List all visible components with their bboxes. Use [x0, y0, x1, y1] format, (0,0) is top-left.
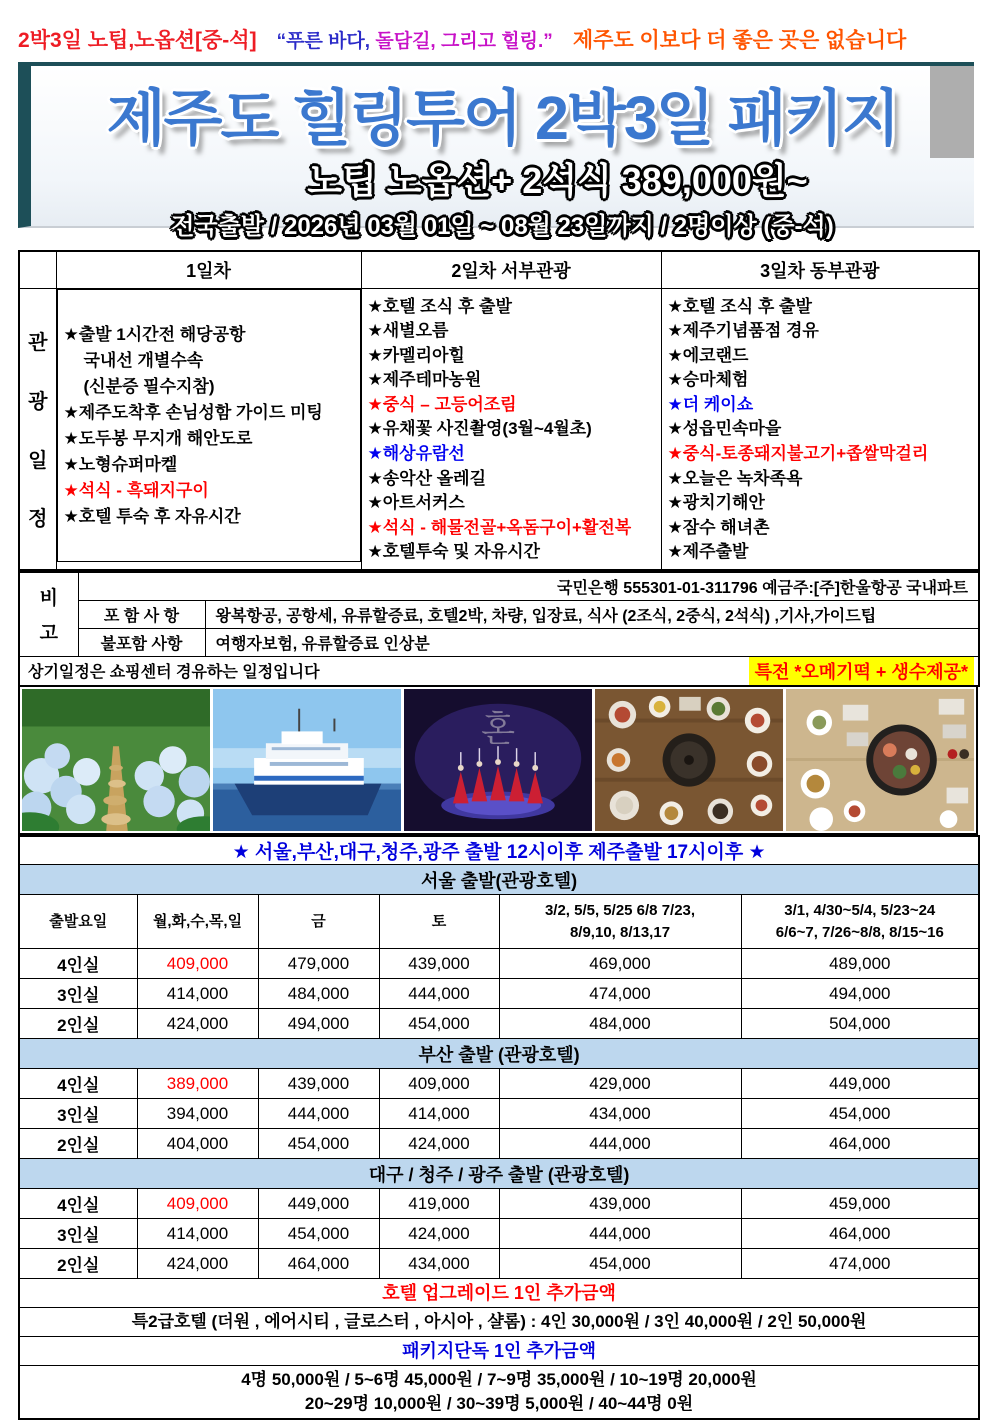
price-column-header-line: 6/6~7, 7/26~8/8, 8/15~16: [775, 923, 944, 941]
price-footer-row: [19, 1308, 979, 1337]
tagline-left: 2박3일 노팁,노옵션[중-석]: [18, 29, 257, 52]
itinerary-item: ★출발 1시간전 해당공항: [63, 325, 246, 344]
price-section-title-row: [19, 865, 979, 895]
korean-bbq-table-photo: [595, 689, 783, 831]
price-cell: 464,000: [258, 1249, 379, 1279]
ferry-ship-photo: [213, 689, 401, 831]
itinerary-item: ★도두봉 무지개 해안도로: [63, 429, 253, 448]
vertical-label-char: 관: [28, 332, 48, 355]
price-cell: 409,000: [379, 1069, 499, 1099]
price-column-header: 출발요일: [19, 895, 137, 949]
included-value: 왕복항공, 공항세, 유류할증료, 호텔2박, 차량, 입장료, 식사 (2조식, 2중식, 2석식) ,기사,가이드팁: [205, 600, 979, 628]
price-cell: 494,000: [741, 979, 979, 1009]
tagline-quote-magenta: 돌담길, 그리고 힐링.”: [370, 31, 553, 52]
itinerary-item: (신분증 필수지참): [83, 377, 215, 396]
itinerary-item: ★오늘은 녹차족욕: [667, 468, 803, 488]
price-cell: 439,000: [379, 949, 499, 979]
itinerary-item: ★에코랜드: [667, 345, 749, 365]
price-cell: 424,000: [379, 1219, 499, 1249]
price-column-header-row: [19, 895, 979, 949]
room-type-label: 4인실: [19, 1189, 137, 1219]
price-cell: 439,000: [499, 1189, 741, 1219]
itinerary-item: ★더 케이쇼: [667, 394, 754, 414]
ferry-ship-illustration: [213, 689, 401, 831]
top-tagline: [18, 24, 978, 54]
itinerary-item: ★아트서커스: [367, 493, 465, 513]
price-cell: 409,000: [137, 949, 258, 979]
price-row: [19, 979, 979, 1009]
price-cell: 444,000: [379, 979, 499, 1009]
price-cell: 424,000: [379, 1129, 499, 1159]
price-cell: 449,000: [258, 1189, 379, 1219]
room-type-label: 2인실: [19, 1249, 137, 1279]
tagline-right: 제주도 이보다 더 좋은 곳은 없습니다: [572, 29, 907, 52]
price-cell: 454,000: [258, 1129, 379, 1159]
itinerary-side-label: [19, 288, 56, 570]
price-footer-cell: [19, 1366, 979, 1420]
day1-header: 1일차: [56, 251, 361, 288]
room-type-label: 3인실: [19, 1099, 137, 1129]
itinerary-item: ★제주출발: [667, 542, 749, 562]
room-type-label: 3인실: [19, 979, 137, 1009]
itinerary-table: [18, 250, 980, 571]
itinerary-item: ★새별오름: [367, 321, 449, 341]
price-column-header-line: 8/9,10, 8/13,17: [569, 923, 671, 941]
price-row: [19, 1129, 979, 1159]
banner-period: 전국출발 / 2026년 03월 01일 ~ 08월 23일까지 / 2명이상 (중-석): [171, 213, 834, 240]
itinerary-item: ★호텔투숙 및 자유시간: [367, 542, 540, 562]
art-circus-show-photo: [404, 689, 592, 831]
itinerary-item: ★제주테마농원: [367, 370, 482, 390]
remarks-side-label: [19, 572, 78, 656]
special-gift-badge: 특전 *오메기떡 + 생수제공*: [749, 657, 974, 685]
price-cell: 389,000: [137, 1069, 258, 1099]
price-section-title: 서울 출발(관광호텔): [19, 865, 979, 895]
price-cell: 449,000: [741, 1069, 979, 1099]
price-cell: 414,000: [137, 979, 258, 1009]
price-cell: 474,000: [741, 1249, 979, 1279]
room-type-label: 3인실: [19, 1219, 137, 1249]
price-footer-row: [19, 1279, 979, 1308]
art-circus-show-illustration: [404, 689, 592, 831]
price-cell: 414,000: [137, 1219, 258, 1249]
price-footer-cell: [19, 1308, 979, 1337]
price-cell: 484,000: [258, 979, 379, 1009]
price-column-header: 금: [258, 895, 379, 949]
price-column-header-line: 3/2, 5/5, 5/25 6/8 7/23,: [544, 901, 696, 919]
price-footer-line: 패키지단독 1인 추가금액: [402, 1341, 596, 1362]
price-section-title-row: [19, 1159, 979, 1189]
price-cell: 424,000: [137, 1249, 258, 1279]
price-table: [18, 835, 980, 1420]
itinerary-item: ★호텔 조식 후 출발: [367, 296, 512, 316]
price-cell: 469,000: [499, 949, 741, 979]
price-section-title: 부산 출발 (관광호텔): [19, 1039, 979, 1069]
price-row: [19, 949, 979, 979]
seafood-table-illustration: [786, 689, 974, 831]
shopping-note-row: [19, 656, 979, 686]
bank-account-info: 국민은행 555301-01-311796 예금주:[주]한울항공 국내파트: [78, 572, 979, 600]
show-calligraphy-text: 혼: [480, 707, 516, 748]
tagline-quote: [277, 26, 553, 53]
price-cell: 454,000: [741, 1099, 979, 1129]
itinerary-item: ★성읍민속마을: [667, 419, 782, 439]
price-footer-row: [19, 1366, 979, 1420]
price-cell: 444,000: [499, 1219, 741, 1249]
price-cell: 434,000: [379, 1249, 499, 1279]
title-banner: [18, 62, 974, 240]
banner-right-gray-strip: [930, 66, 974, 158]
price-cell: 459,000: [741, 1189, 979, 1219]
price-cell: 404,000: [137, 1129, 258, 1159]
departure-notice: ★ 서울,부산,대구,청주,광주 출발 12시이후 제주출발 17시이후 ★: [19, 836, 979, 865]
room-type-label: 2인실: [19, 1129, 137, 1159]
price-column-header: 월,화,수,목,일: [137, 895, 258, 949]
shopping-note: 상기일정은 쇼핑센터 경유하는 일정입니다: [28, 664, 320, 682]
banner-title: 제주도 힐링투어 2박3일 패키지: [106, 84, 899, 152]
price-cell: 454,000: [379, 1009, 499, 1039]
price-row: [19, 1189, 979, 1219]
itinerary-item: ★호텔 조식 후 출발: [667, 296, 812, 316]
room-type-label: 4인실: [19, 949, 137, 979]
itinerary-item: 국내선 개별수속: [83, 351, 204, 370]
price-column-header-line: 3/1, 4/30~5/4, 5/23~24: [784, 901, 936, 919]
day2-header: 2일차 서부관광: [361, 251, 661, 288]
vertical-label-char: 일: [28, 449, 48, 472]
price-footer-cell: [19, 1279, 979, 1308]
price-section-title-row: [19, 1039, 979, 1069]
price-footer-line: 20~29명 10,000원 / 30~39명 5,000원 / 40~44명 0원: [304, 1394, 694, 1414]
price-footer-line: 호텔 업그레이드 1인 추가금액: [382, 1283, 616, 1304]
price-cell: 444,000: [258, 1099, 379, 1129]
price-cell: 464,000: [741, 1129, 979, 1159]
seafood-table-photo: [786, 689, 974, 831]
price-row: [19, 1219, 979, 1249]
price-cell: 504,000: [741, 1009, 979, 1039]
price-column-header: 토: [379, 895, 499, 949]
price-row: [19, 1249, 979, 1279]
itinerary-item: ★노형슈퍼마켙: [63, 455, 178, 474]
excluded-label: 불포함 사항: [78, 628, 205, 656]
vertical-label-char: 비: [39, 588, 58, 610]
price-row: [19, 1069, 979, 1099]
vertical-label-char: 광: [28, 390, 48, 413]
price-column-header: [741, 895, 979, 949]
price-cell: 444,000: [499, 1129, 741, 1159]
price-cell: 489,000: [741, 949, 979, 979]
day3-itinerary: [661, 288, 979, 570]
itinerary-item: ★승마체험: [667, 370, 749, 390]
price-cell: 419,000: [379, 1189, 499, 1219]
itinerary-item: ★광치기해안: [667, 493, 765, 513]
price-cell: 454,000: [258, 1219, 379, 1249]
price-cell: 414,000: [379, 1099, 499, 1129]
price-cell: 409,000: [137, 1189, 258, 1219]
vertical-label-char: 정: [28, 508, 48, 531]
price-cell: 439,000: [258, 1069, 379, 1099]
hydrangea-path-photo: [22, 689, 210, 831]
itinerary-corner-cell: [19, 251, 56, 288]
price-row: [19, 1099, 979, 1129]
remarks-table: [18, 571, 980, 687]
hydrangea-path-illustration: [22, 689, 210, 831]
itinerary-item: ★해상유람선: [367, 444, 465, 464]
korean-bbq-table-illustration: [595, 689, 783, 831]
day1-itinerary: [57, 289, 361, 562]
itinerary-item: ★잠수 해녀촌: [667, 517, 770, 537]
itinerary-item: ★제주기념품점 경유: [667, 321, 819, 341]
price-section-title: 대구 / 청주 / 광주 출발 (관광호텔): [19, 1159, 979, 1189]
itinerary-item: ★호텔 투숙 후 자유시간: [63, 507, 241, 526]
vertical-label-char: 고: [39, 623, 58, 645]
price-cell: 484,000: [499, 1009, 741, 1039]
price-cell: 454,000: [499, 1249, 741, 1279]
price-cell: 464,000: [741, 1219, 979, 1249]
itinerary-item: ★중식 – 고등어조림: [367, 394, 517, 414]
itinerary-item: ★제주도착후 손님성함 가이드 미팅: [63, 403, 323, 422]
price-cell: 394,000: [137, 1099, 258, 1129]
price-column-header: [499, 895, 741, 949]
price-footer-row: [19, 1337, 979, 1366]
departure-notice-row: [19, 836, 979, 865]
itinerary-item: ★중식-토종돼지불고기+좁쌀막걸리: [667, 444, 929, 464]
photo-strip: [18, 687, 978, 835]
banner-subtitle: 노팁 노옵션+ 2석식 389,000원~: [307, 160, 808, 201]
excluded-value: 여행자보험, 유류할증료 인상분: [205, 628, 979, 656]
price-cell: 479,000: [258, 949, 379, 979]
room-type-label: 4인실: [19, 1069, 137, 1099]
price-footer-line: 4명 50,000원 / 5~6명 45,000원 / 7~9명 35,000원 / 10~19명 20,000원: [241, 1370, 757, 1390]
day2-itinerary: [361, 288, 661, 570]
price-cell: 494,000: [258, 1009, 379, 1039]
itinerary-item: ★카멜리아힐: [367, 345, 465, 365]
price-footer-line: 특2급호텔 (더원 , 에어시티 , 글로스터 , 아시아 , 샬롬) : 4인 30,000원 / 3인 40,000원 / 2인 50,000원: [131, 1312, 867, 1332]
price-footer-cell: [19, 1337, 979, 1366]
price-cell: 429,000: [499, 1069, 741, 1099]
itinerary-item: ★송악산 올레길: [367, 468, 486, 488]
room-type-label: 2인실: [19, 1009, 137, 1039]
included-label: 포 함 사 항: [78, 600, 205, 628]
day3-header: 3일차 동부관광: [661, 251, 979, 288]
itinerary-item: ★석식 - 해물전골+옥돔구이+활전복: [367, 517, 632, 537]
itinerary-item: ★석식 - 흑돼지구이: [63, 481, 209, 500]
price-row: [19, 1009, 979, 1039]
tagline-quote-blue: “푸른 바다,: [276, 31, 371, 52]
itinerary-item: ★유채꽃 사진촬영(3월~4월초): [367, 419, 592, 439]
price-cell: 424,000: [137, 1009, 258, 1039]
price-cell: 474,000: [499, 979, 741, 1009]
price-cell: 434,000: [499, 1099, 741, 1129]
